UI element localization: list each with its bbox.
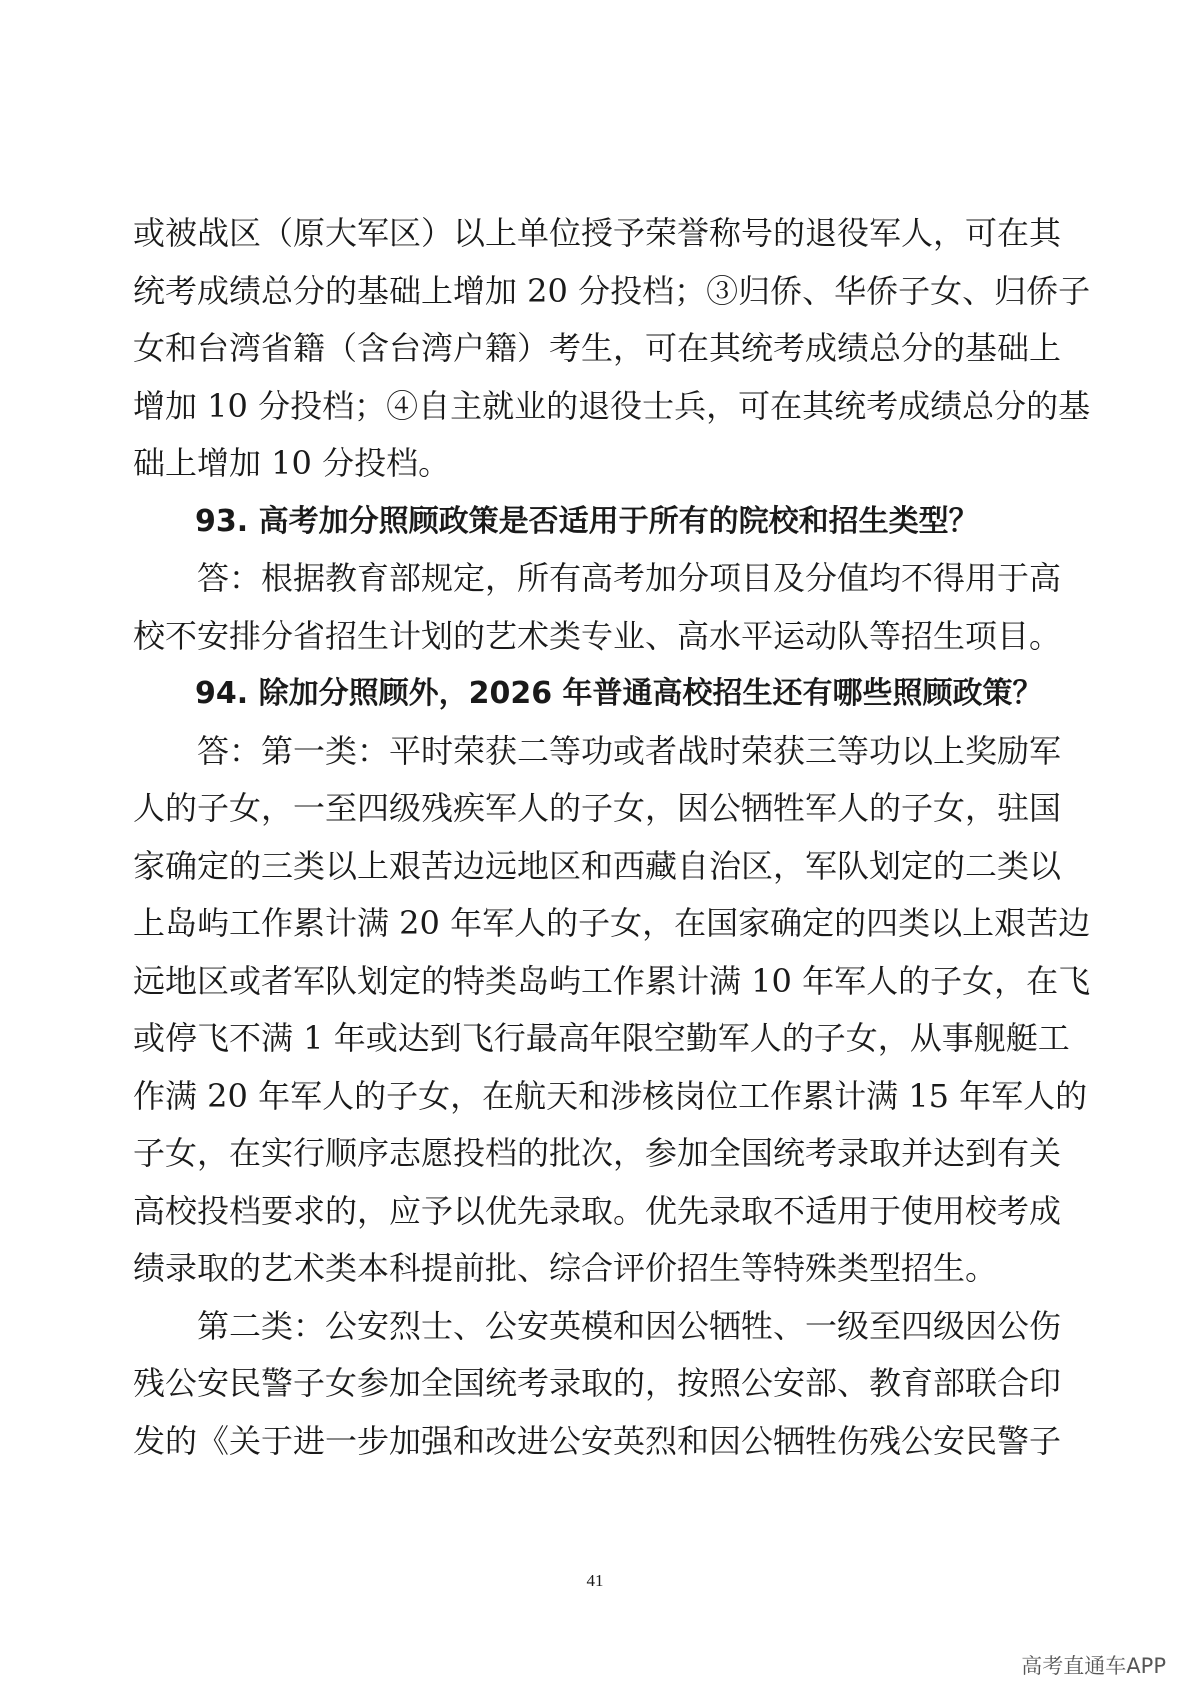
text-line: 答：根据教育部规定，所有高考加分项目及分值均不得用于高 (197, 559, 1062, 597)
text-line: 础上增加 10 分投档。 (133, 444, 451, 482)
text-line: 第二类：公安烈士、公安英模和因公牺牲、一级至四级因公伤 (197, 1306, 1062, 1345)
text-line: 女和台湾省籍（含台湾户籍）考生，可在其统考成绩总分的基础上 (133, 329, 1062, 367)
question-heading: 94. 除加分照顾外，2026 年普通高校招生还有哪些照顾政策？ (195, 676, 1043, 711)
text-line: 校不安排分省招生计划的艺术类专业、高水平运动队等招生项目。 (133, 616, 1062, 655)
text-line: 或被战区（原大军区）以上单位授予荣誉称号的退役军人，可在其 (133, 214, 1062, 252)
page-number: 41 (586, 1571, 604, 1590)
text-line: 答：第一类：平时荣获二等功或者战时荣获三等功以上奖励军 (197, 731, 1062, 770)
text-line: 残公安民警子女参加全国统考录取的，按照公安部、教育部联合印 (133, 1364, 1062, 1402)
question-heading: 93. 高考加分照顾政策是否适用于所有的院校和招生类型？ (195, 503, 979, 539)
text-line: 或停飞不满 1 年或达到飞行最高年限空勤军人的子女，从事舰艇工 (133, 1019, 1070, 1057)
text-line: 绩录取的艺术类本科提前批、综合评价招生等特殊类型招生。 (133, 1249, 998, 1287)
text-line: 增加 10 分投档；④自主就业的退役士兵，可在其统考成绩总分的基 (133, 386, 1091, 425)
text-line: 远地区或者军队划定的特类岛屿工作累计满 10 年军人的子女，在飞 (133, 961, 1091, 1000)
text-line: 人的子女，一至四级残疾军人的子女，因公牺牲军人的子女，驻国 (133, 789, 1062, 827)
text-line: 统考成绩总分的基础上增加 20 分投档；③归侨、华侨子女、归侨子 (133, 271, 1091, 310)
watermark: 高考直通车APP (1021, 1654, 1166, 1678)
text-line: 发的《关于进一步加强和改进公安英烈和因公牺牲伤残公安民警子 (133, 1421, 1062, 1460)
text-line: 上岛屿工作累计满 20 年军人的子女，在国家确定的四类以上艰苦边 (133, 904, 1091, 942)
text-line: 作满 20 年军人的子女，在航天和涉核岗位工作累计满 15 年军人的 (133, 1076, 1088, 1115)
text-line: 高校投档要求的，应予以优先录取。优先录取不适用于使用校考成 (133, 1191, 1062, 1230)
text-line: 家确定的三类以上艰苦边远地区和西藏自治区，军队划定的二类以 (133, 846, 1062, 885)
document-body (133, 205, 1091, 1470)
text-line: 子女，在实行顺序志愿投档的批次，参加全国统考录取并达到有关 (133, 1134, 1062, 1172)
